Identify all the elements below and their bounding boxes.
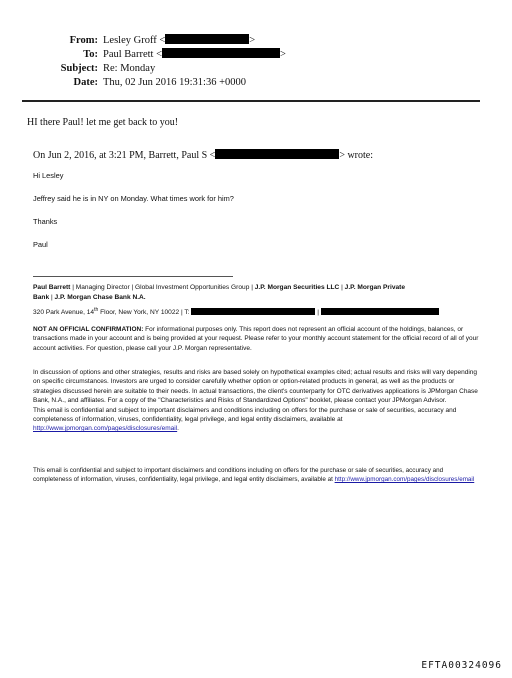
from-row	[0, 34, 512, 48]
quoted-greeting: Hi Lesley	[33, 171, 64, 180]
confirmation-text: For informational purposes only. This report does not represent an official account of the holdings, balances, or transactions made in your account and is being provided at your request. Please refer to your monthly account statement for the official record of all of your account activities. For question, please call your J.P. Morgan representative.	[33, 326, 479, 352]
options-text: In discussion of options and other strategies, results and risks are based solely on hypothetical examples cited; actual results and risks will vary depending on specific circumstances. Investors are urged to consider carefully whether option or option-related products in general, as well as the products or strategies discussed herein are suitable to their needs. In actual transactions, the client's counterparty for OTC derivatives applications is JPMorgan Chase Bank, N.A., and affiliates. For a copy of the "Characteristics and Risks of Standardized Options" booklet, please contact your JPMorgan Advisor.	[33, 369, 478, 405]
header-divider	[22, 100, 480, 102]
redaction-box	[162, 48, 280, 58]
from-value	[103, 34, 255, 48]
confidential-text	[33, 406, 483, 434]
signature-line-2	[33, 293, 483, 303]
to-name: Paul Barrett <	[103, 49, 162, 60]
quoted-intro	[33, 149, 373, 161]
quoted-line: Jeffrey said he is in NY on Monday. What times work for him?	[33, 194, 234, 203]
quoted-thanks: Thanks	[33, 217, 58, 226]
sig-firm-2b: Bank	[33, 294, 50, 301]
sig-name: Paul Barrett	[33, 284, 71, 291]
redaction-box	[215, 149, 339, 159]
sig-address-sup: th	[94, 307, 99, 313]
to-close: >	[280, 49, 286, 60]
quoted-intro-text: On Jun 2, 2016, at 3:21 PM, Barrett, Paul S <	[33, 150, 216, 161]
signature-address	[33, 305, 483, 318]
reply-text: HI there Paul! let me get back to you!	[27, 117, 179, 128]
confidential-end: .	[177, 425, 179, 433]
sig-firm-3: J.P. Morgan Chase Bank N.A.	[54, 294, 146, 301]
from-name: Lesley Groff <	[103, 35, 166, 46]
date-row	[0, 76, 512, 90]
confidential-body: This email is confidential and subject to important disclaimers and conditions including on offers for the purchase or sale of securities, accuracy and completeness of information, viruses, confidentiality, legal privilege, and legal entity disclaimers, available at	[33, 406, 457, 424]
email-header	[0, 34, 512, 90]
quoted-intro-close: > wrote:	[339, 150, 373, 161]
signature-line-1	[33, 283, 483, 293]
subject-value: Re: Monday	[103, 63, 156, 74]
sig-firm-2: J.P. Morgan Private	[344, 284, 406, 291]
subject-label: Subject:	[60, 63, 98, 74]
subject-row	[0, 62, 512, 76]
sig-title: | Managing Director | Global Investment Opportunities Group |	[70, 284, 255, 291]
sig-sep: |	[315, 309, 321, 317]
sig-address-pre: 320 Park Avenue, 14	[33, 309, 95, 317]
sig-sep: |	[339, 284, 345, 291]
footer-disclosures-link[interactable]: http://www.jpmorgan.com/pages/disclosures/email	[334, 476, 475, 484]
confirmation-heading: NOT AN OFFICIAL CONFIRMATION:	[33, 326, 144, 333]
signature-block	[33, 283, 483, 318]
bates-number: EFTA00324096	[421, 660, 502, 671]
confirmation-disclaimer	[33, 325, 483, 353]
from-label: From:	[69, 35, 98, 46]
sig-sep: |	[49, 294, 55, 301]
redaction-box	[321, 308, 439, 315]
sig-address-post: Floor, New York, NY 10022 | T:	[98, 309, 190, 317]
redaction-box	[191, 308, 315, 315]
to-value	[103, 48, 286, 62]
redaction-box	[165, 34, 249, 44]
signature-divider	[33, 276, 233, 277]
sig-firm-1: J.P. Morgan Securities LLC	[254, 284, 340, 291]
from-close: >	[249, 35, 256, 46]
to-row	[0, 48, 512, 62]
date-label: Date:	[73, 77, 98, 88]
options-disclaimer	[33, 368, 483, 434]
footer-text: This email is confidential and subject to important disclaimers and conditions including on offers for the purchase or sale of securities, accuracy and completeness of information, viruses, confidentiality, legal privilege, and legal entity disclaimers, available at	[33, 467, 444, 484]
quoted-name: Paul	[33, 240, 48, 249]
footer-disclaimer	[33, 466, 483, 484]
to-label: To:	[83, 49, 98, 60]
disclosures-link[interactable]: http://www.jpmorgan.com/pages/disclosures/email	[33, 425, 178, 433]
date-value: Thu, 02 Jun 2016 19:31:36 +0000	[103, 77, 247, 88]
